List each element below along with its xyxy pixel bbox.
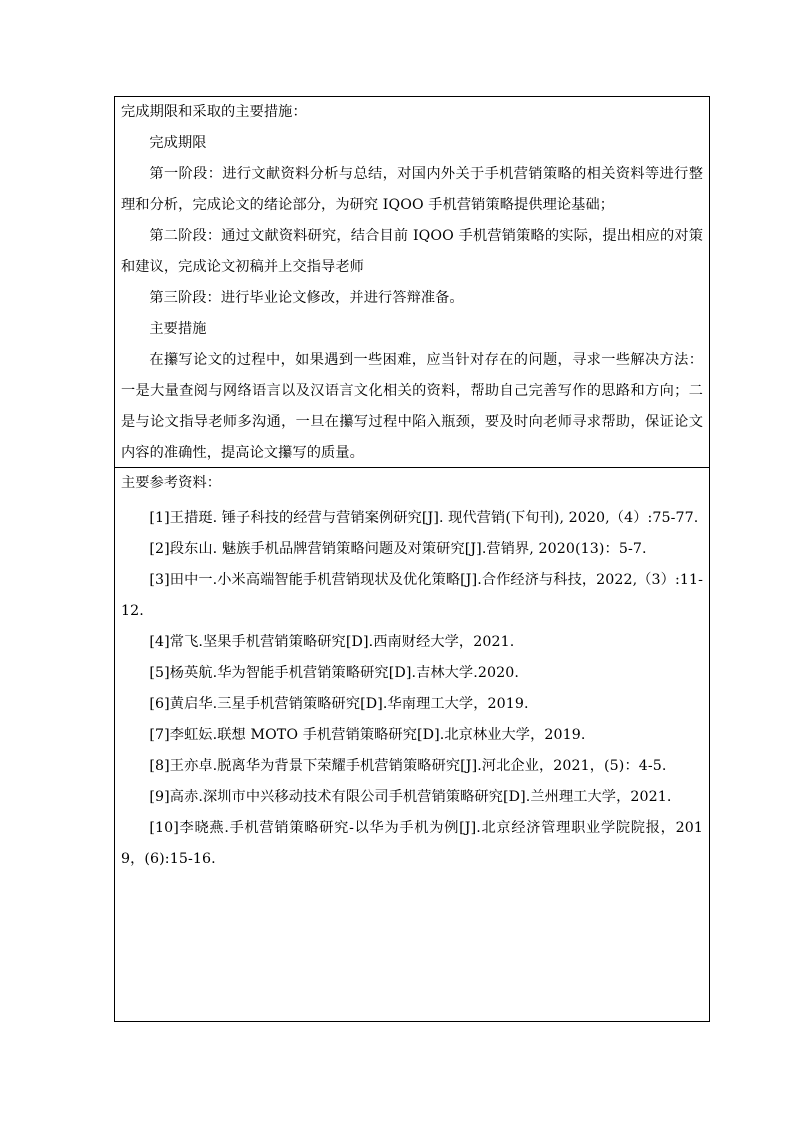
reference-item: [8]王亦卓.脱离华为背景下荣耀手机营销策略研究[J].河北企业，2021，(5)：4-5. bbox=[149, 758, 667, 774]
measures-title: 主要措施 bbox=[149, 321, 207, 337]
plan-cell bbox=[115, 97, 709, 468]
plan-heading: 完成期限和采取的主要措施： bbox=[121, 104, 307, 120]
stage-1-paragraph: 第一阶段：进行文献资料分析与总结，对国内外关于手机营销策略的相关资料等进行整理和分析，完成论文的绪论部分，为研究 IQOO 手机营销策略提供理论基础； bbox=[121, 166, 703, 213]
references-heading: 主要参考资料： bbox=[121, 475, 222, 491]
stage-2-paragraph: 第二阶段：通过文献资料研究，结合目前 IQOO 手机营销策略的实际，提出相应的对策和建议，完成论文初稿并上交指导老师 bbox=[121, 228, 703, 275]
deadline-title: 完成期限 bbox=[149, 135, 207, 151]
reference-item: [5]杨英航.华为智能手机营销策略研究[D].吉林大学.2020. bbox=[149, 665, 519, 681]
reference-item: [2]段东山. 魅族手机品牌营销策略问题及对策研究[J].营销界, 2020(13)：5-7. bbox=[149, 541, 647, 557]
reference-item: [3]田中一.小米高端智能手机营销现状及优化策略[J].合作经济与科技，2022,（3）:11-12. bbox=[121, 572, 703, 619]
reference-item: [7]李虹妘.联想 MOTO 手机营销策略研究[D].北京林业大学，2019. bbox=[149, 727, 586, 743]
references-cell bbox=[115, 468, 709, 1021]
reference-item: [10]李晓燕.手机营销策略研究-以华为手机为例[J].北京经济管理职业学院院报，2019，(6):15-16. bbox=[121, 820, 703, 867]
reference-item: [9]高赤.深圳市中兴移动技术有限公司手机营销策略研究[D].兰州理工大学，2021. bbox=[149, 789, 672, 805]
stage-3-paragraph: 第三阶段：进行毕业论文修改，并进行答辩准备。 bbox=[149, 290, 464, 306]
document-table bbox=[114, 96, 710, 1022]
reference-item: [1]王措珽. 锤子科技的经营与营销案例研究[J]. 现代营销(下旬刊), 2020,（4）:75-77. bbox=[149, 510, 699, 526]
reference-item: [4]常飞.坚果手机营销策略研究[D].西南财经大学，2021. bbox=[149, 634, 515, 650]
reference-item: [6]黄启华.三星手机营销策略研究[D].华南理工大学，2019. bbox=[149, 696, 529, 712]
measures-paragraph: 在攥写论文的过程中，如果遇到一些困难，应当针对存在的问题，寻求一些解决方法：一是大量查阅与网络语言以及汉语言文化相关的资料，帮助自己完善写作的思路和方向；二是与论文指导老师多沟通，一旦在攥写过程中陷入瓶颈，要及时向老师寻求帮助，保证论文内容的准确性，提高论文攥写的质量。 bbox=[121, 352, 703, 461]
